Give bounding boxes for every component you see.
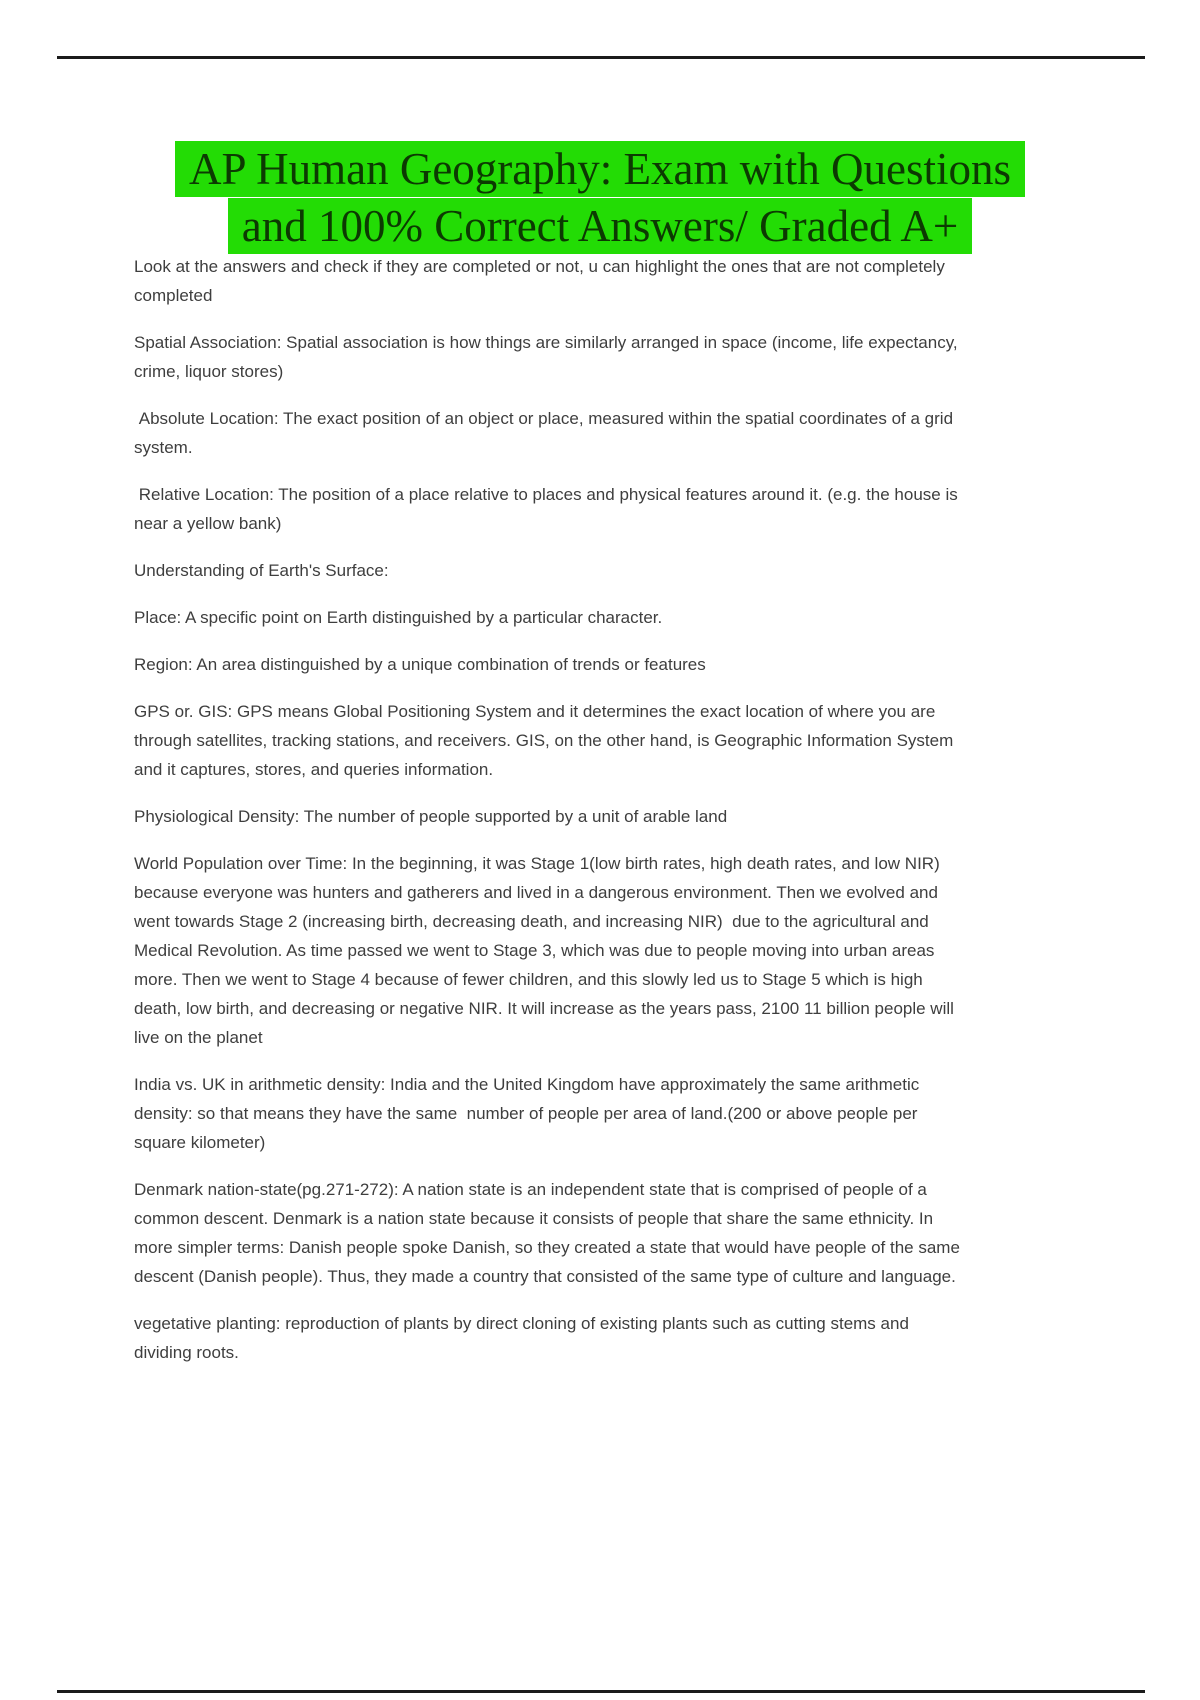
paragraph-relative-location: Relative Location: The position of a place relative to places and physical features around it. (e.g. the house is near a yellow bank) <box>134 485 963 533</box>
paragraph-world-population: World Population over Time: In the beginning, it was Stage 1(low birth rates, high death rates, and low NIR) because everyone was hunters and gatherers and lived in a dangerous environment. Then we evolved and went towards Stage 2 (increasing birth, decreasing death, and increasing NIR) due to the agricultural and Medical Revolution. As time passed we went to Stage 3, which was due to people moving into urban areas more. Then we went to Stage 4 because of fewer children, and this slowly led us to Stage 5 which is high death, low birth, and decreasing or negative NIR. It will increase as the years pass, 2100 11 billion people will live on the planet <box>134 854 959 1047</box>
page-title-line-1 <box>0 141 1200 198</box>
title-highlight: AP Human Geography: Exam with Questions <box>175 141 1025 197</box>
paragraph-denmark-nation-state: Denmark nation-state(pg.271-272): A nation state is an independent state that is comprised of people of a common descent. Denmark is a nation state because it consists of people that share the same ethnicity. In more simpler terms: Danish people spoke Danish, so they created a state that would have people of the same descent (Danish people). Thus, they made a country that consisted of the same type of culture and language. <box>134 1180 965 1286</box>
paragraph-place: Place: A specific point on Earth distinguished by a particular character. <box>134 608 663 627</box>
page-bottom-rule <box>57 1690 1145 1693</box>
paragraph-region: Region: An area distinguished by a unique combination of trends or features <box>134 655 706 674</box>
page-title <box>0 141 1200 255</box>
paragraph-gps-gis: GPS or. GIS: GPS means Global Positioning System and it determines the exact location of where you are through satellites, tracking stations, and receivers. GIS, on the other hand, is Geographic Information System and it captures, stores, and queries information. <box>134 702 958 779</box>
paragraph-note: Look at the answers and check if they are completed or not, u can highlight the ones that are not completely completed <box>134 257 950 305</box>
page-title-line-2 <box>0 198 1200 255</box>
document-body <box>134 252 964 1385</box>
paragraph-india-vs-uk: India vs. UK in arithmetic density: India and the United Kingdom have approximately the same arithmetic density: so that means they have the same number of people per area of land.(200 or above people per square kilometer) <box>134 1075 924 1152</box>
page-top-rule <box>57 56 1145 59</box>
paragraph-vegetative-planting: vegetative planting: reproduction of plants by direct cloning of existing plants such as cutting stems and dividing roots. <box>134 1314 914 1362</box>
paragraph-physiological-density: Physiological Density: The number of people supported by a unit of arable land <box>134 807 728 826</box>
paragraph-earths-surface: Understanding of Earth's Surface: <box>134 561 389 580</box>
title-highlight: and 100% Correct Answers/ Graded A+ <box>228 198 972 254</box>
paragraph-absolute-location: Absolute Location: The exact position of an object or place, measured within the spatial coordinates of a grid system. <box>134 409 958 457</box>
paragraph-spatial-association: Spatial Association: Spatial association is how things are similarly arranged in space (income, life expectancy, crime, liquor stores) <box>134 333 963 381</box>
